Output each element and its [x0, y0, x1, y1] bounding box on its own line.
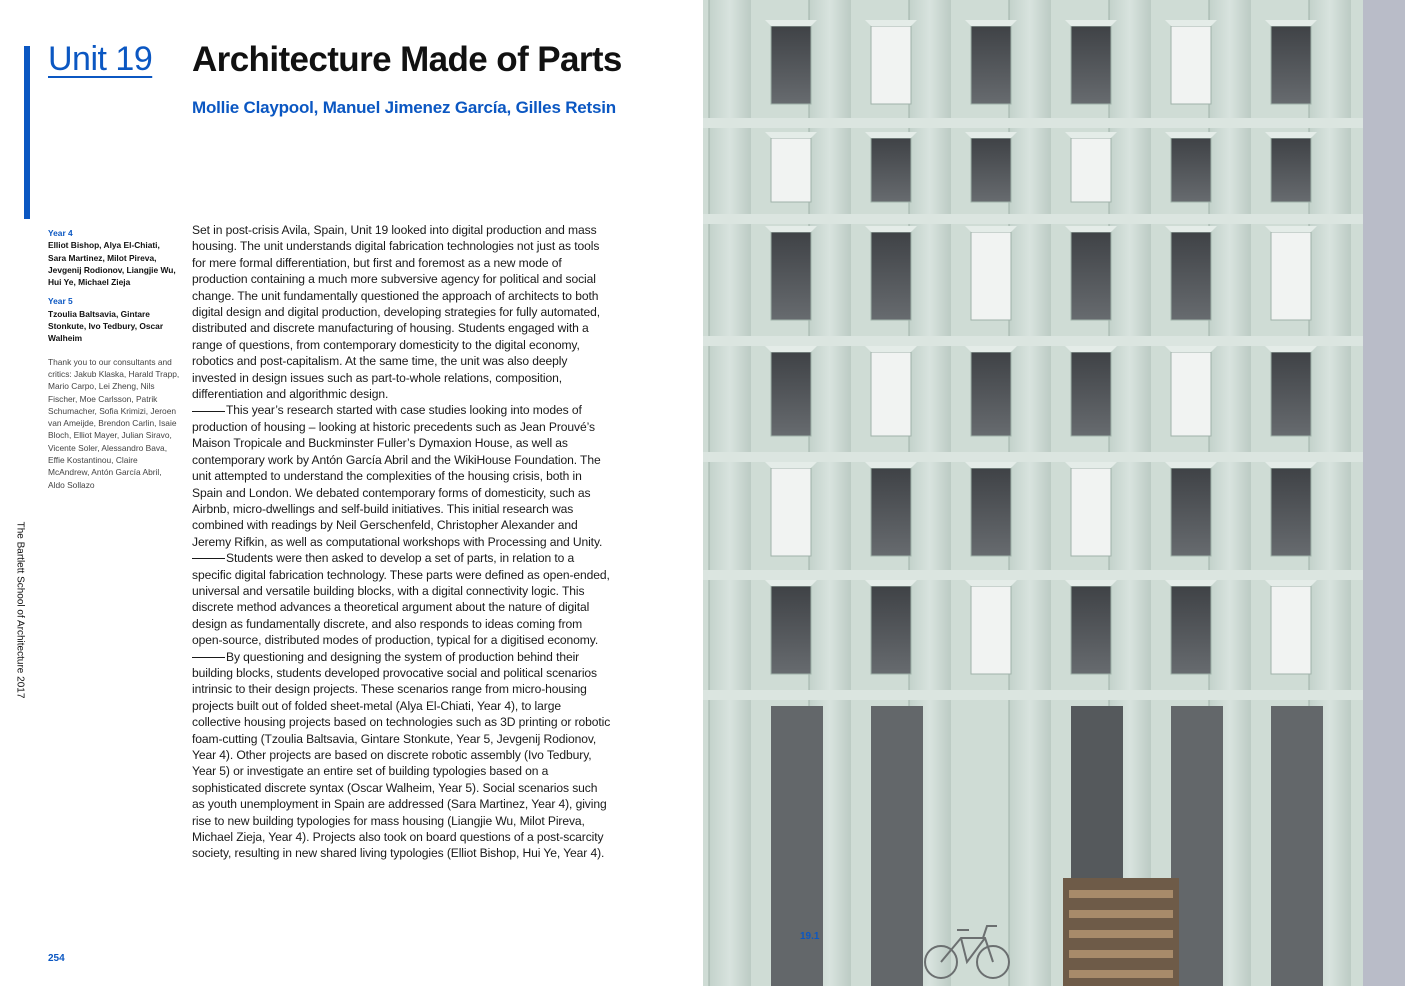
page-title: Architecture Made of Parts: [192, 40, 622, 79]
window-frame: [1265, 346, 1317, 352]
window-frame: [965, 20, 1017, 26]
facade-window: [771, 468, 811, 556]
body-text: [192, 222, 612, 862]
facade-image: [703, 0, 1405, 986]
shop-shelf: [1069, 890, 1173, 898]
year5-label: Year 5: [48, 296, 73, 307]
facade-window: [971, 138, 1011, 202]
window-frame: [1265, 580, 1317, 586]
facade-window: [1071, 26, 1111, 104]
facade-window: [1171, 468, 1211, 556]
tutor-names: Mollie Claypool, Manuel Jimenez García, Gilles Retsin: [192, 98, 616, 117]
facade-window: [771, 138, 811, 202]
facade-window: [1071, 138, 1111, 202]
facade-window: [971, 232, 1011, 320]
facade-rendering: [703, 0, 1405, 986]
year5-names: Tzoulia Baltsavia, Gintare Stonkute, Ivo Tedbury, Oscar Walheim: [48, 308, 164, 344]
facade-window: [771, 232, 811, 320]
school-caption: The Bartlett School of Architecture 2017: [14, 521, 26, 699]
window-frame: [1165, 226, 1217, 232]
window-frame: [965, 462, 1017, 468]
facade-pier: [1009, 0, 1051, 986]
window-frame: [865, 226, 917, 232]
facade-window: [871, 26, 911, 104]
window-frame: [1065, 580, 1117, 586]
facade-band: [703, 570, 1363, 580]
facade-window: [1171, 586, 1211, 674]
facade-window: [871, 138, 911, 202]
acknowledgements: Thank you to our consultants and critics: Jakub Klaska, Harald Trapp, Mario Carpo, Lei Zheng, Nils Fischer, Moe Carlsson, Patrik Schumacher, Sofia Krimizi, Jeroen van Ameijde, Brendon Carlin, Isaie Bloch, Elliot Mayer, Julian Siravo, Vicente Soler, Alessandro Bava, Effie Kostantinou, Claire McAndrew, Antón García Abril, Aldo Sollazo: [48, 356, 180, 490]
paragraph-4-text: By questioning and designing the system of production behind their building blocks, students developed provocative social and political scenarios intrinsic to their design projects. These scenarios range from micro-housing projects built out of folded sheet-metal (Alya El-Chiati, Year 4), to large collective housing projects based on technologies such as 3D printing or robotic foam-cutting (Tzoulia Baltsavia, Gintare Stonkute, Year 5, Jevgenij Rodionov, Year 4). Other projects are based on discrete robotic assembly (Ivo Tedbury, Year 5) or investigate an entire set of building typologies based on a sophisticated discrete syntax (Oscar Walheim, Year 5). Social scenarios such as youth unemployment in Spain are addressed (Sara Martinez, Year 4), giving rise to new building typologies for mass housing (Liangjie Wu, Milot Pireva, Michael Zieja, Year 4). Projects also took on board questions of a post-scarcity society, resulting in new shared living typologies (Elliot Bishop, Hui Ye, Year 4).: [192, 649, 611, 861]
shop-shelf: [1069, 910, 1173, 918]
facade-window: [771, 352, 811, 436]
paragraph-4: [192, 649, 612, 862]
paragraph-3: [192, 550, 612, 648]
shop-shelf: [1069, 930, 1173, 938]
window-frame: [1165, 580, 1217, 586]
page-number: 254: [48, 953, 65, 964]
window-frame: [865, 346, 917, 352]
em-rule: [192, 558, 225, 559]
facade-band: [703, 118, 1363, 128]
window-frame: [765, 462, 817, 468]
window-frame: [865, 132, 917, 138]
ground-opening: [871, 706, 923, 986]
facade-band: [703, 690, 1363, 700]
window-frame: [1265, 132, 1317, 138]
window-frame: [1065, 132, 1117, 138]
facade-pier: [709, 0, 751, 986]
unit-accent-bar: [24, 46, 30, 219]
shop-shelf: [1069, 970, 1173, 978]
facade-window: [871, 468, 911, 556]
facade-window: [871, 352, 911, 436]
window-frame: [765, 580, 817, 586]
paragraph-2: [192, 402, 612, 550]
window-frame: [1165, 346, 1217, 352]
window-frame: [765, 346, 817, 352]
facade-window: [1071, 352, 1111, 436]
facade-window: [1171, 138, 1211, 202]
paragraph-2-text: This year’s research started with case studies looking into modes of production of housing – looking at historic precedents such as Jean Prouvé’s Maison Tropicale and Buckminster Fuller’s Dymaxion House, as well as contemporary work by Antón García Abril and the WikiHouse Foundation. The unit attempted to understand the complexities of the housing crisis, both in Spain and London. We debated contemporary forms of domesticity, such as Airbnb, micro-dwellings and self-build initiatives. This initial research was combined with readings by Neil Gerschenfeld, Christopher Alexander and Jeremy Rifkin, as well as computational workshops with Processing and Unity.: [192, 403, 603, 549]
ground-opening: [1271, 706, 1323, 986]
student-credits: [48, 227, 180, 491]
paragraph-1: Set in post-crisis Avila, Spain, Unit 19 looked into digital production and mass housing. The unit understands digital fabrication technologies not just as tools for mere formal differentiation, but first and foremost as a new mode of production containing a much more subversive agency for political and social change. The unit fundamentally questioned the approach of architects to both digital design and digital production, developing strategies for fully automated, distributed and discrete manufacturing of housing. Students engaged with a range of questions, from contemporary domesticity to the digital economy, robotics and post-capitalism. At the same time, the unit was also deeply invested in design issues such as part-to-whole relations, composition, differentiation and algorithmic design.: [192, 223, 601, 402]
window-frame: [1165, 462, 1217, 468]
window-frame: [1265, 226, 1317, 232]
facade-window: [1071, 468, 1111, 556]
facade-window: [1271, 26, 1311, 104]
window-frame: [765, 132, 817, 138]
facade-window: [1171, 26, 1211, 104]
window-frame: [1065, 20, 1117, 26]
adjacent-building: [1363, 0, 1405, 986]
window-frame: [1265, 462, 1317, 468]
facade-window: [1271, 468, 1311, 556]
paragraph-3-text: Students were then asked to develop a set of parts, in relation to a specific digital fabrication technology. These parts were defined as open-ended, universal and versatile building blocks, with a digital connectivity logic. This discrete method advances a theoretical argument about the nature of digital design as fundamentally discrete, and also responds to ideas coming from open-source, distributed modes of production, typical for a digitised economy.: [192, 551, 610, 648]
window-frame: [1065, 346, 1117, 352]
facade-window: [1071, 586, 1111, 674]
window-frame: [1065, 226, 1117, 232]
facade-window: [971, 468, 1011, 556]
facade-window: [871, 232, 911, 320]
ground-opening: [771, 706, 823, 986]
facade-window: [971, 352, 1011, 436]
shop-shelf: [1069, 950, 1173, 958]
facade-window: [1071, 232, 1111, 320]
window-frame: [865, 580, 917, 586]
window-frame: [865, 20, 917, 26]
window-frame: [965, 226, 1017, 232]
facade-window: [871, 586, 911, 674]
window-frame: [1165, 20, 1217, 26]
facade-window: [771, 26, 811, 104]
window-frame: [1065, 462, 1117, 468]
window-frame: [765, 226, 817, 232]
facade-window: [1271, 586, 1311, 674]
facade-window: [771, 586, 811, 674]
figure-label: 19.1: [800, 931, 820, 942]
window-frame: [965, 580, 1017, 586]
em-rule: [192, 657, 225, 658]
year4-label: Year 4: [48, 228, 73, 238]
em-rule: [192, 411, 225, 412]
facade-band: [703, 214, 1363, 224]
facade-window: [1271, 138, 1311, 202]
window-frame: [965, 346, 1017, 352]
window-frame: [1265, 20, 1317, 26]
window-frame: [865, 462, 917, 468]
facade-window: [1271, 232, 1311, 320]
window-frame: [1165, 132, 1217, 138]
window-frame: [965, 132, 1017, 138]
facade-window: [1171, 352, 1211, 436]
facade-window: [971, 26, 1011, 104]
facade-window: [1271, 352, 1311, 436]
facade-band: [703, 452, 1363, 462]
facade-band: [703, 336, 1363, 346]
unit-label: Unit 19: [48, 40, 153, 78]
facade-window: [971, 586, 1011, 674]
window-frame: [765, 20, 817, 26]
year4-names: Elliot Bishop, Alya El-Chiati, Sara Martinez, Milot Pireva, Jevgenij Rodionov, Liangjie Wu, Hui Ye, Michael Zieja: [48, 240, 176, 288]
facade-window: [1171, 232, 1211, 320]
